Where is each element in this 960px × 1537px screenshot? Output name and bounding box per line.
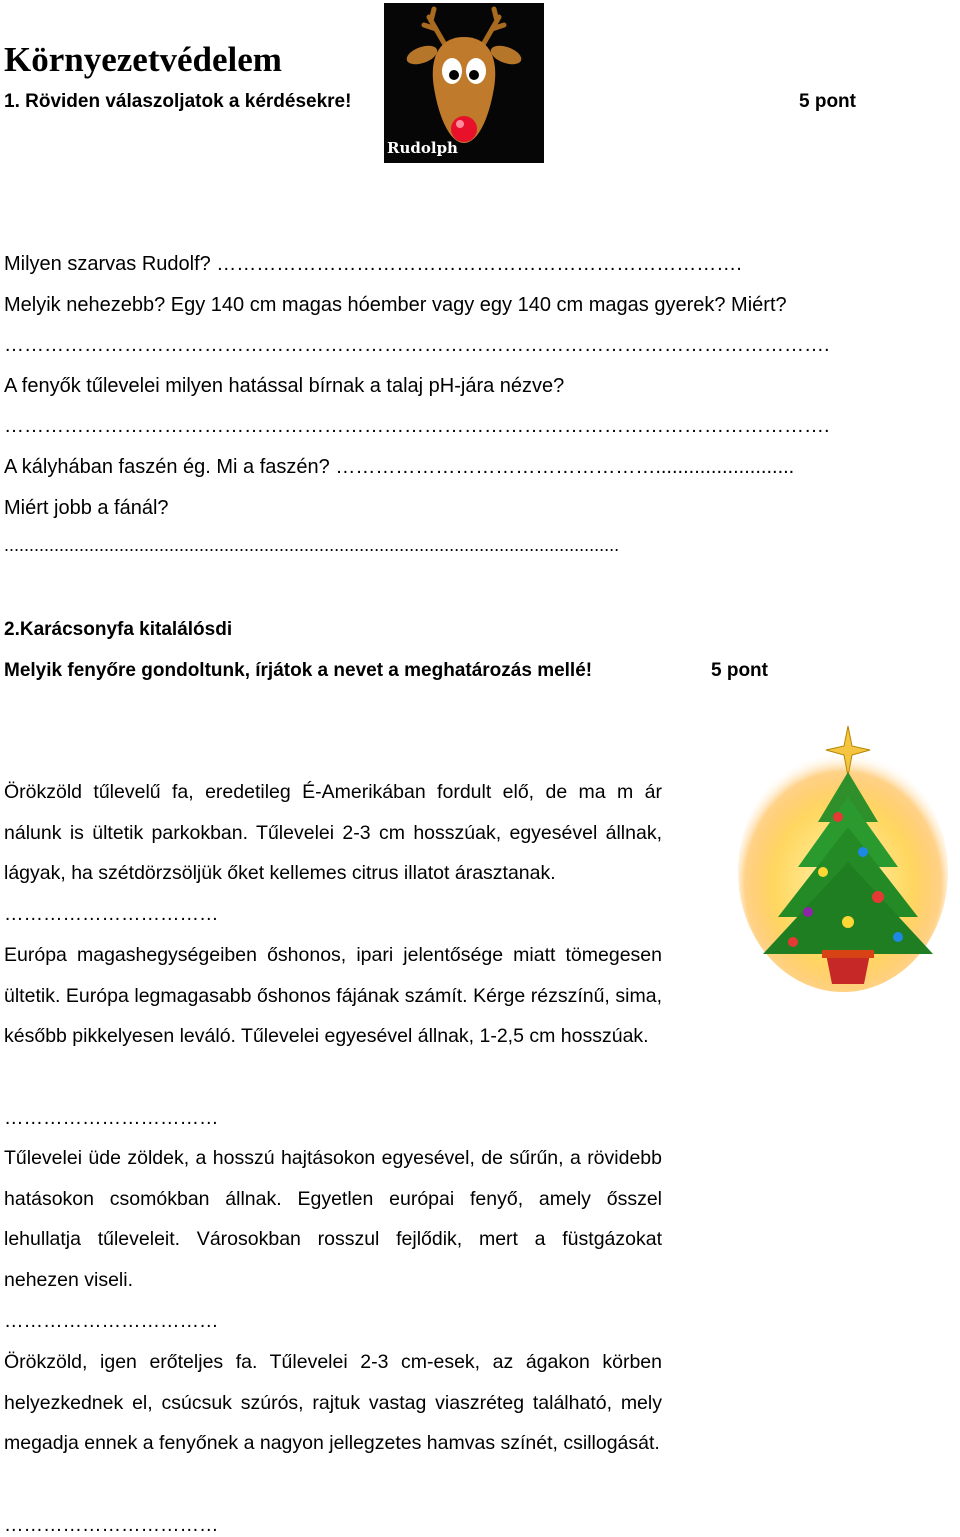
tree-description: Tűlevelei üde zöldek, a hosszú hajtásokon egyesével, de sűrűn, a rövidebb hatásokon csomókban állnak. Egyetlen európai fenyő, amely ősszel lehullatja tűleveleit. Városokban rosszul fejlődik, mert a füstgázokat nehezen viseli. — [4, 1147, 662, 1291]
tree-description: Örökzöld, igen erőteljes fa. Tűlevelei 2-3 cm-esek, az ágakon körben helyezkednek el, csúcsuk szúrós, rajtuk vastag viaszréteg található, mely megadja ennek a fenyőnek a nagyon jellegzetes hamvas színét, csillogását. — [4, 1351, 662, 1455]
answer-blank: …………………………… — [4, 903, 219, 925]
question-line: A kályhában faszén ég. Mi a faszén? …………………………………………......................... — [4, 456, 795, 478]
section2-subheading: Melyik fenyőre gondoltunk, írjátok a nevet a meghatározás mellé! — [4, 660, 593, 681]
question-line: A fenyők tűlevelei milyen hatással bírnak a talaj pH-jára nézve? — [4, 375, 565, 397]
answer-line: ……………………………………………………………………………………………………………. — [4, 334, 830, 356]
answer-line: ……………………………………………………………………………………………………………. — [4, 415, 830, 437]
section1-points: 5 pont — [799, 91, 856, 112]
answer-blank: …………………………… — [4, 1107, 219, 1129]
answer-line: ........................................................................................................................... — [4, 535, 620, 555]
tree-description: Örökzöld tűlevelű fa, eredetileg É-Amerikában fordult elő, de ma m ár nálunk is ültetik parkokban. Tűlevelei 2-3 cm hosszúak, egyesével állnak, lágyak, ha szétdörzsöljük őket kellemes citrus illatot árasztanak. — [4, 781, 662, 885]
page-title: Környezetvédelem — [4, 40, 282, 79]
question-line: Melyik nehezebb? Egy 140 cm magas hóember vagy egy 140 cm magas gyerek? Miért? — [4, 294, 787, 316]
answer-blank: …………………………… — [4, 1310, 219, 1332]
question-line: Miért jobb a fánál? — [4, 497, 169, 519]
tree-description: Európa magashegységeiben őshonos, ipari jelentősége miatt tömegesen ültetik. Európa legmagasabb őshonos fájának számít. Kérge rézszínű, sima, később pikkelyesen leváló. Tűlevelei egyesével állnak, 1-2,5 cm hosszúak. — [4, 944, 662, 1048]
christmas-tree-image — [738, 722, 948, 992]
section1-heading: 1. Röviden válaszoljatok a kérdésekre! — [4, 91, 352, 112]
answer-blank: …………………………… — [4, 1514, 219, 1536]
rudolph-label: Rudolph — [387, 139, 458, 157]
section2-heading: 2.Karácsonyfa kitalálósdi — [4, 619, 233, 640]
section2-points: 5 pont — [711, 660, 768, 681]
christmas-tree-icon — [738, 722, 948, 992]
rudolph-image — [384, 3, 544, 163]
question-line: Milyen szarvas Rudolf? ……………………………………………………………………. — [4, 253, 742, 275]
